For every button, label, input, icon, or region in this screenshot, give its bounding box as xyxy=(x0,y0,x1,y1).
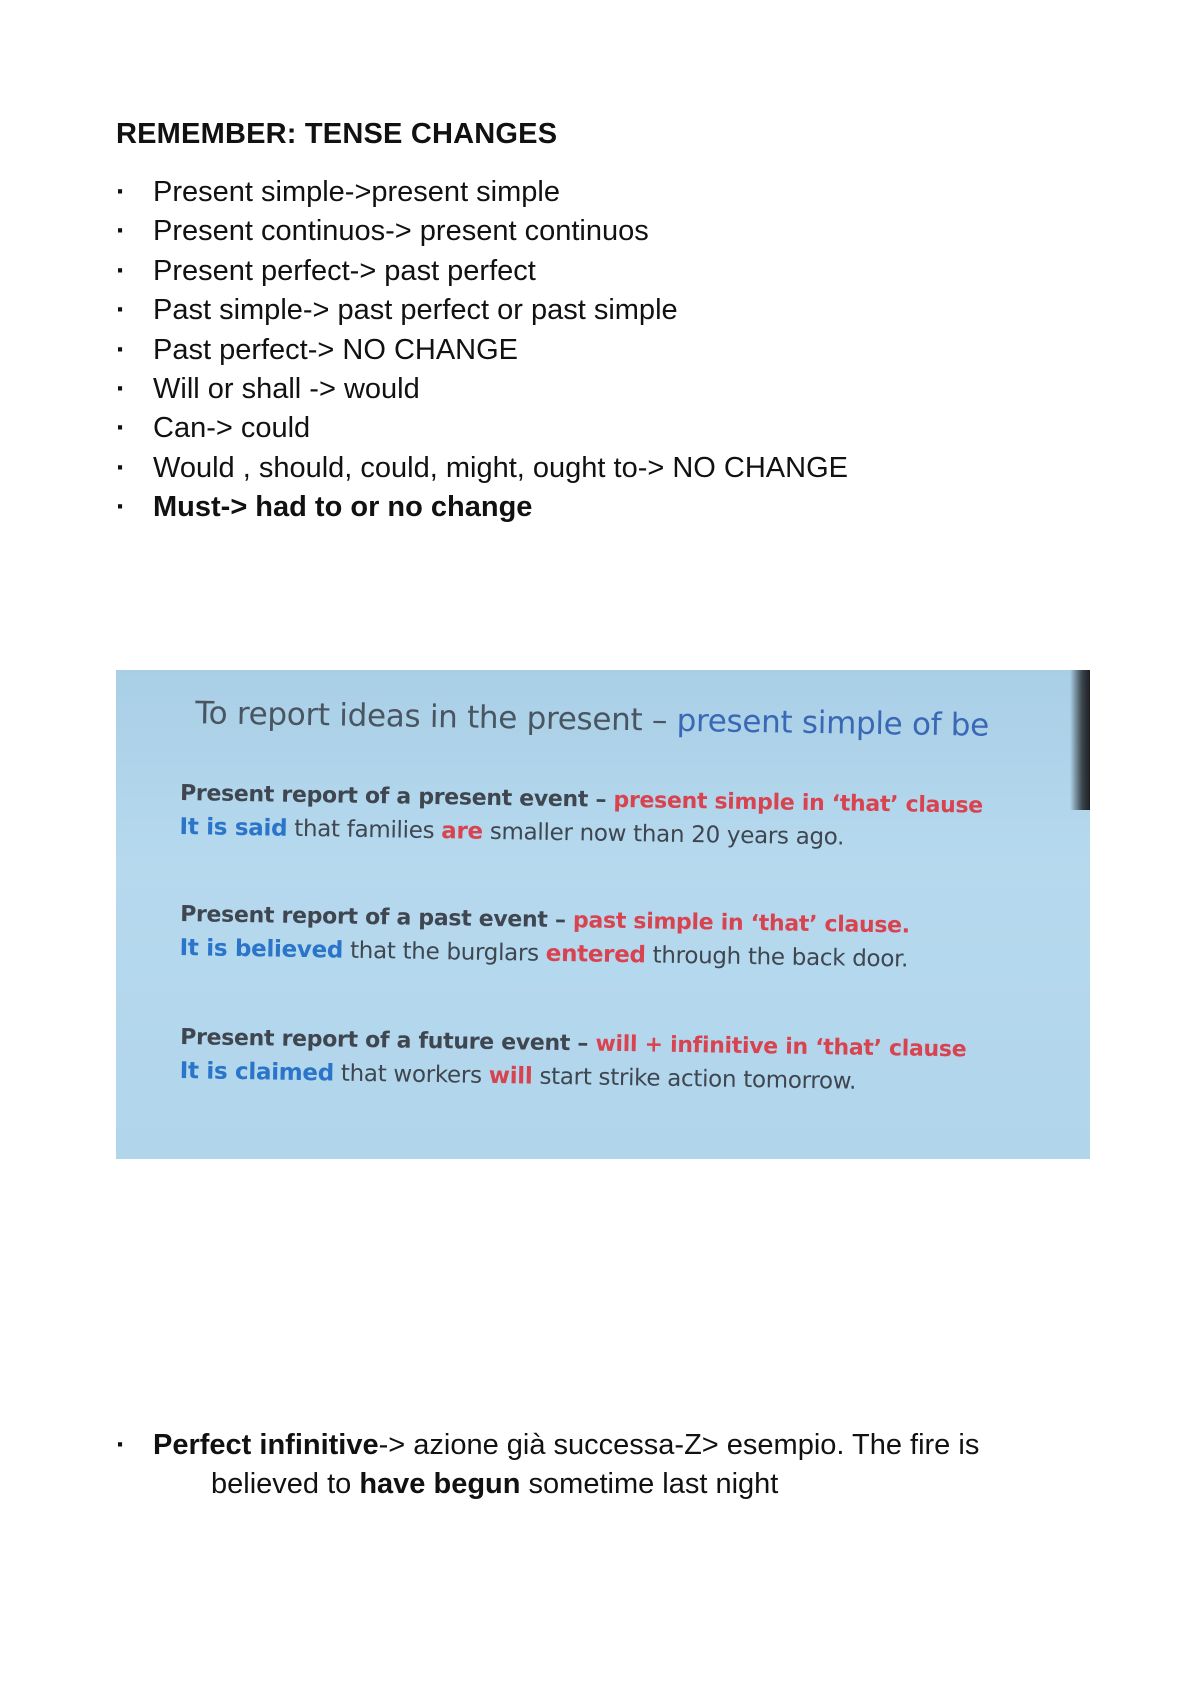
slide-block-past-event xyxy=(179,902,910,972)
page-title: REMEMBER: TENSE CHANGES xyxy=(116,118,558,150)
list-item: · Can-> could xyxy=(116,409,848,448)
perfect-infinitive-item xyxy=(116,1426,1143,1505)
list-item: · Past simple-> past perfect or past simple xyxy=(116,291,848,330)
perfect-text-1: -> azione già successa-Z> esempio. The fire is xyxy=(378,1429,980,1461)
perfect-text-2: believed to xyxy=(211,1468,360,1501)
slide-photo xyxy=(116,670,1090,1159)
slide-block-present-event xyxy=(179,781,983,853)
example-line xyxy=(179,935,909,972)
list-item: · Present continuos-> present continuos xyxy=(116,212,848,251)
example-end: smaller now than 20 years ago. xyxy=(482,818,845,851)
list-item: · Will or shall -> would xyxy=(116,370,848,409)
list-item: · Present simple->present simple xyxy=(116,173,848,212)
perfect-term: Perfect infinitive xyxy=(153,1429,379,1461)
rule-label: Present report of a present event – xyxy=(179,781,614,813)
perfect-text-3: sometime last night xyxy=(520,1468,779,1501)
rule-label: Present report of a past event – xyxy=(179,902,574,934)
rule-label: Present report of a future event – xyxy=(180,1025,596,1057)
slide-heading xyxy=(195,695,989,743)
perfect-first-line xyxy=(153,1429,979,1461)
example-mid: that families xyxy=(287,815,442,845)
example-end: start strike action tomorrow. xyxy=(532,1063,857,1095)
rule-line xyxy=(180,781,983,819)
slide-block-future-event xyxy=(180,1025,967,1096)
rule-tense: past simple in ‘that’ clause. xyxy=(572,908,911,939)
perfect-bold-2: have begun xyxy=(359,1468,521,1501)
slide-heading-main: To report ideas in the present – xyxy=(195,695,677,739)
list-item: · Would , should, could, might, ought to-> NO CHANGE xyxy=(116,449,848,488)
list-item: · Must-> had to or no change xyxy=(116,488,848,527)
rule-tense: present simple in ‘that’ clause xyxy=(613,787,984,819)
example-mid: that workers xyxy=(333,1060,489,1089)
example-reporting-verb: It is believed xyxy=(179,935,344,964)
example-end: through the back door. xyxy=(645,942,909,973)
slide-content xyxy=(116,670,1090,1159)
rule-line xyxy=(180,902,910,938)
slide-heading-accent: present simple of be xyxy=(676,702,990,744)
example-line xyxy=(179,814,982,853)
example-mid: that the burglars xyxy=(342,937,546,967)
perfect-second-line xyxy=(153,1465,1143,1504)
rule-tense: will + infinitive in ‘that’ clause xyxy=(595,1031,967,1063)
example-reporting-verb: It is said xyxy=(179,814,288,842)
example-verb: will xyxy=(488,1062,533,1090)
example-verb: are xyxy=(441,818,484,845)
rule-line xyxy=(180,1025,966,1062)
example-reporting-verb: It is claimed xyxy=(179,1058,335,1087)
tense-changes-list xyxy=(116,173,848,528)
list-item: · Past perfect-> NO CHANGE xyxy=(116,331,848,370)
list-item: · Present perfect-> past perfect xyxy=(116,252,848,291)
example-verb: entered xyxy=(545,940,646,969)
example-line xyxy=(180,1058,966,1096)
